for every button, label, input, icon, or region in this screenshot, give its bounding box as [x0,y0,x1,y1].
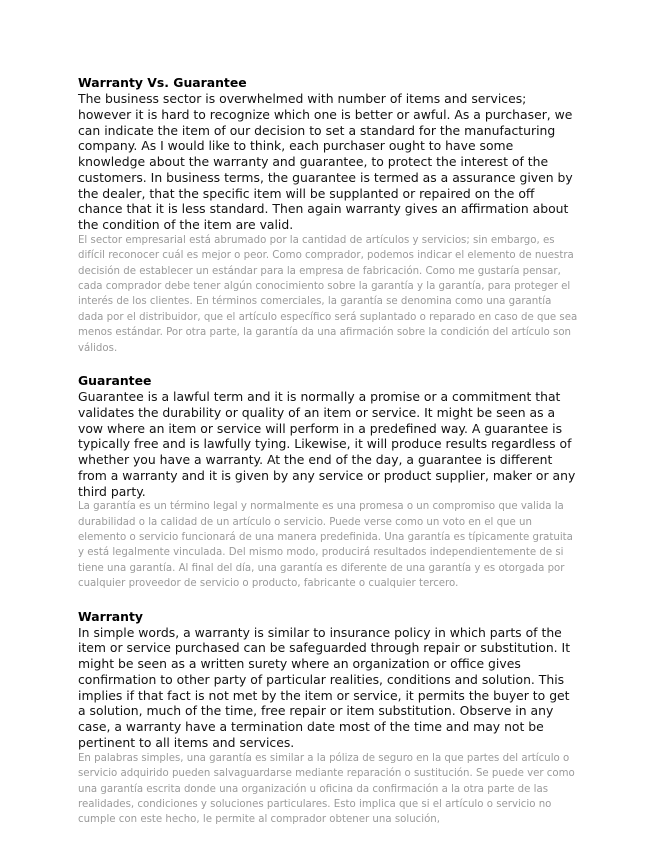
spanish-translation: La garantía es un término legal y normalmente es una promesa o un compromiso que valida la durabilidad o la calidad de un artículo o servicio. Puede verse como un voto en el que un elemento o servicio funcionará de una manera predefinida. Una garantía es típicamente gratuita y está legalmente vinculada. Del mismo modo, producirá resultados independientemente de si tiene una garantía. Al final del día, una garantía es diferente de una garantía y es otorgada por cualquier proveedor de servicio o producto, fabricante o cualquier tercero. [78,501,573,590]
document-page [78,75,578,845]
section-warranty [78,609,578,828]
english-paragraph: Guarantee is a lawful term and it is normally a promise or a commitment that validates the durability or quality of an item or service. It might be seen as a vow where an item or service will perform in a predefined way. A guarantee is typically free and is lawfully tying. Likewise, it will produce results regardless of whether you have a warranty. At the end of the day, a guarantee is different from a warranty and it is given by any service or product supplier, maker or any third party. [78,389,576,499]
spanish-translation: El sector empresarial está abrumado por la cantidad de artículos y servicios; sin embargo, es difícil reconocer cuál es mejor o peor. Como comprador, podemos indicar el elemento de nuestra decisión de establecer un estándar para la empresa de fabricación. Como me gustaría pensar, cada comprador debe tener algún conocimiento sobre la garantía y la garantía, para proteger el interés de los clientes. En términos comerciales, la garantía se denomina como una garantía dada por el distribuidor, que el artículo específico será suplantado o reparado en caso de que sea menos estándar. Por otra parte, la garantía da una afirmación sobre la condición del artículo son válidos. [78,234,578,354]
section-guarantee [78,373,578,592]
section-heading: Warranty Vs. Guarantee [78,75,247,90]
section-heading: Warranty [78,608,143,624]
section-heading: Guarantee [78,373,152,388]
section-warranty-vs-guarantee [78,75,578,356]
spanish-translation: En palabras simples, una garantía es similar a la póliza de seguro en la que partes del artículo o servicio adquirido pueden salvaguardarse mediante reparación o sustitución. Se puede ver como una garantía escrita donde una organización u oficina da confirmación a la otra parte de las realidades, condiciones y soluciones particulares. Esto implica que si el artículo o servicio no cumple con este hecho, le permite al comprador obtener una solución, [78,752,575,826]
english-paragraph: The business sector is overwhelmed with number of items and services; however it is hard to recognize which one is better or awful. As a purchaser, we can indicate the item of our decision to set a standard for the manufacturing company. As I would like to think, each purchaser ought to have some knowledge about the warranty and guarantee, to protect the interest of the customers. In business terms, the guarantee is termed as a assurance given by the dealer, that the specific item will be supplanted or repaired on the off chance that it is less standard. Then again warranty gives an affirmation about the condition of the item are valid. [78,91,573,232]
english-paragraph: In simple words, a warranty is similar to insurance policy in which parts of the item or service purchased can be safeguarded through repair or substitution. It might be seen as a written surety where an organization or office gives confirmation to other party of particular realities, conditions and solution. This implies if that fact is not met by the item or service, it permits the buyer to get a solution, much of the time, free repair or item substitution. Observe in any case, a warranty have a termination date most of the time and may not be pertinent to all items and services. [78,624,571,750]
